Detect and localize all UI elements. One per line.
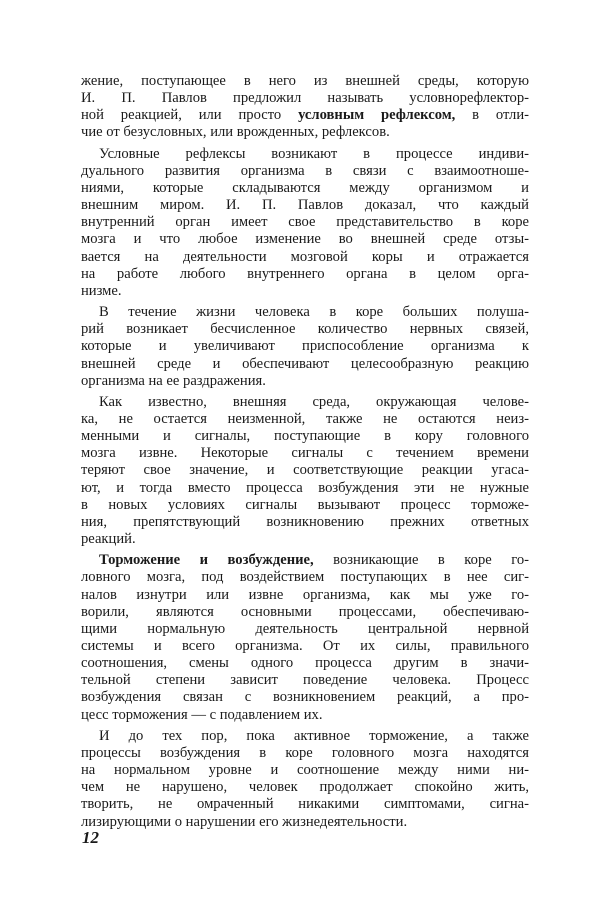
text-line [81, 373, 529, 390]
text-line [81, 462, 529, 479]
text-run: щими нормальную деятельность центральной нервной [81, 620, 529, 637]
text-line [81, 689, 529, 706]
text-run: ниями, которые складываются между организмом и [81, 179, 529, 196]
text-run: системы и всего организма. От их силы, правильного [81, 638, 529, 654]
text-run: налов изнутри или извне организма, как мы уже го- [81, 586, 529, 603]
text-run: мозга и что любое изменение во внешней среде отзы- [81, 231, 529, 248]
text-run: вается на деятельности мозговой коры и отражается [81, 248, 529, 265]
text-line [81, 304, 529, 321]
text-run: ка, не остается неизменной, также не остаются неиз- [81, 410, 529, 427]
text-run: ной реакцией, или просто [81, 107, 299, 124]
text-line [81, 428, 529, 445]
text-run: мозга извне. Некоторые сигналы с течением времени [81, 445, 529, 462]
text-line [81, 266, 529, 283]
text-line [81, 531, 529, 548]
text-run: тельной степени зависит поведение человека. Процесс [81, 672, 529, 689]
text-line [81, 107, 529, 124]
text-run: ния, препятствующий возникновению прежних ответных [81, 513, 529, 530]
text-run: в новых условиях сигналы вызывают процесс торможе- [81, 496, 529, 513]
text-run: В течение жизни человека в коре больших полуша- [99, 304, 529, 321]
text-line [81, 146, 529, 163]
text-line [81, 779, 529, 796]
text-run: цесс торможения — с подавлением их. [81, 706, 323, 723]
page-body [81, 73, 529, 831]
text-run: внутренний орган имеет свое представительство в коре [81, 214, 529, 231]
text-run: на нормальном уровне и соотношение между ними ни- [81, 762, 529, 779]
text-line [81, 90, 529, 107]
text-line [81, 283, 529, 300]
text-line [81, 411, 529, 428]
text-line [81, 480, 529, 497]
text-line [81, 796, 529, 813]
text-run: возбуждения связан с возникновением реакций, а про- [81, 689, 529, 706]
text-run: на работе любого внутреннего органа в целом орга- [81, 265, 529, 282]
text-line [81, 638, 529, 655]
text-line [81, 587, 529, 604]
text-line [81, 672, 529, 689]
paragraph [81, 146, 529, 300]
text-run: возникающие в коре го- [313, 552, 529, 569]
text-run: ют, и тогда вместо процесса возбуждения эти не нужные [81, 479, 529, 496]
text-line [81, 552, 529, 569]
text-line [81, 338, 529, 355]
text-line [81, 621, 529, 638]
text-run: дуального развития организма в связи с взаимоотноше- [81, 162, 529, 179]
bold-term: Торможение и возбуждение, [99, 552, 314, 569]
text-line [81, 762, 529, 779]
text-line [81, 214, 529, 231]
text-run: менными и сигналы, поступающие в кору головного [81, 428, 529, 445]
text-run: ворили, являются основными процессами, обеспечиваю- [81, 603, 529, 620]
text-line [81, 745, 529, 762]
text-line [81, 163, 529, 180]
text-line [81, 197, 529, 214]
text-run: лизирующими о нарушении его жизнедеятельности. [81, 813, 408, 830]
page-number: 12 [82, 828, 99, 847]
text-run: И до тех пор, пока активное торможение, а также [99, 727, 529, 744]
text-run: низме. [81, 282, 122, 299]
text-run: Условные рефлексы возникают в процессе индиви- [99, 145, 529, 162]
text-run: ловного мозга, под воздействием поступающих в нее сиг- [81, 569, 529, 586]
text-line [81, 445, 529, 462]
text-line [81, 655, 529, 672]
text-line [81, 231, 529, 248]
text-line [81, 514, 529, 531]
text-line [81, 707, 529, 724]
text-run: внешней среде и обеспечивают целесообразную реакцию [81, 355, 529, 372]
text-line [81, 497, 529, 514]
text-run: Как известно, внешняя среда, окружающая челове- [99, 393, 529, 410]
text-run: соотношения, смены одного процесса другим в значи- [81, 655, 529, 672]
text-line [81, 728, 529, 745]
text-line [81, 249, 529, 266]
text-line [81, 124, 529, 141]
paragraph [81, 728, 529, 831]
text-run: которые и увеличивают приспособление организма к [81, 338, 529, 355]
text-run: внешним миром. И. П. Павлов доказал, что каждый [81, 197, 529, 214]
text-line [81, 569, 529, 586]
text-line [81, 356, 529, 373]
text-run: в отли- [455, 107, 529, 124]
text-run: реакций. [81, 531, 136, 548]
text-line [81, 604, 529, 621]
text-line [81, 73, 529, 90]
text-run: теряют свое значение, и соответствующие реакции угаса- [81, 462, 529, 479]
text-run: жение, поступающее в него из внешней среды, которую [81, 73, 529, 89]
text-line [81, 394, 529, 411]
bold-term: условным рефлексом, [298, 107, 456, 124]
text-run: творить, не омраченный никакими симптомами, сигна- [81, 796, 529, 813]
text-run: И. П. Павлов предложил называть условнорефлектор- [81, 90, 529, 107]
text-run: процессы возбуждения в коре головного мозга находятся [81, 744, 529, 761]
text-run: чем не нарушено, человек продолжает спокойно жить, [81, 779, 529, 796]
paragraph [81, 304, 529, 390]
paragraph [81, 552, 529, 724]
paragraph [81, 394, 529, 548]
text-run: чие от безусловных, или врожденных, рефлексов. [81, 124, 390, 141]
text-run: рий возникает бесчисленное количество нервных связей, [81, 321, 529, 338]
text-run: организма на ее раздражения. [81, 372, 266, 389]
text-line [81, 321, 529, 338]
text-line [81, 814, 529, 831]
paragraph [81, 73, 529, 142]
text-line [81, 180, 529, 197]
